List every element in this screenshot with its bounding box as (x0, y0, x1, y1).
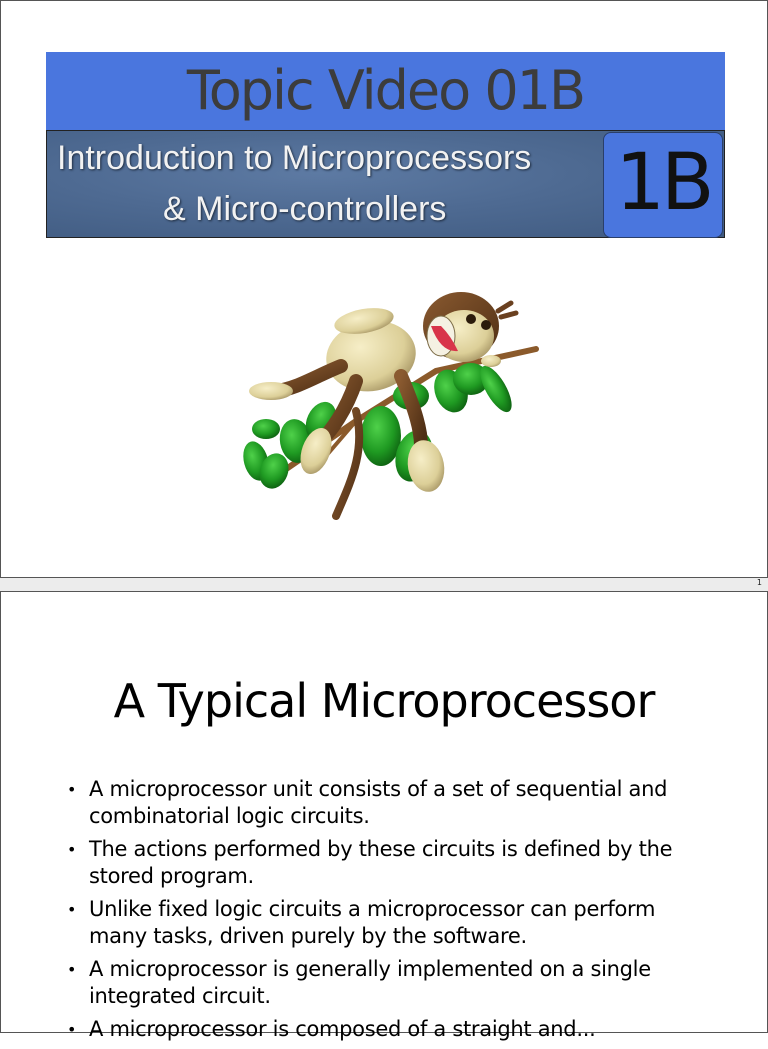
bullet-dot-icon: • (67, 900, 77, 919)
slide-title: A Typical Microprocessor (113, 674, 655, 728)
slide-2 (0, 591, 768, 1041)
subtitle-line-1: Introduction to Microprocessors (57, 139, 532, 177)
bullet-text: A microprocessor is composed of a straight and... (89, 1017, 596, 1041)
topic-badge (603, 132, 723, 238)
bullet-dot-icon: • (67, 840, 77, 859)
subtitle-banner (46, 130, 725, 238)
subtitle-line-2: & Micro-controllers (163, 190, 447, 228)
monkey-on-branch-icon (236, 281, 546, 526)
bullet-text: Unlike fixed logic circuits a microprocessor can perform many tasks, driven purely by the software. (89, 897, 656, 948)
bullet-text: The actions performed by these circuits is defined by the stored program. (89, 837, 673, 888)
bullet-text: A microprocessor unit consists of a set of sequential and combinatorial logic circuits. (89, 777, 668, 828)
bullet-item (67, 896, 707, 950)
slide-title-bar (46, 52, 725, 130)
bullet-text: A microprocessor is generally implemented on a single integrated circuit. (89, 957, 651, 1008)
bullet-item (67, 836, 707, 890)
bullet-list (67, 776, 707, 1049)
topic-badge-label: 1B (615, 138, 711, 228)
slide-number: 1 (756, 578, 762, 587)
bullet-item (67, 776, 707, 830)
slide-title: Topic Video 01B (186, 59, 585, 122)
bullet-dot-icon: • (67, 780, 77, 799)
bullet-dot-icon: • (67, 960, 77, 979)
bullet-item (67, 1016, 707, 1043)
bullet-dot-icon: • (67, 1020, 77, 1039)
bullet-item (67, 956, 707, 1010)
